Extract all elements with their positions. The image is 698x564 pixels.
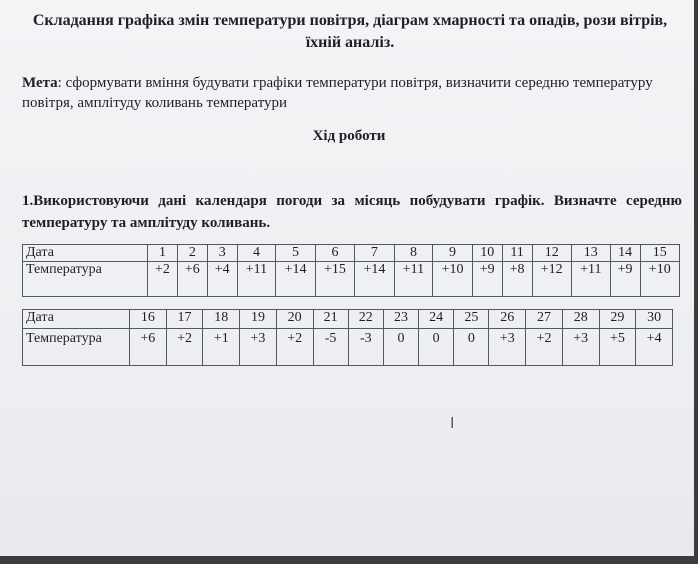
date-cell: 29 xyxy=(599,310,636,329)
date-cell: 23 xyxy=(383,310,418,329)
date-cell: 22 xyxy=(348,310,383,329)
temperature-cell: 0 xyxy=(454,329,489,366)
temperature-cell: -5 xyxy=(313,329,348,366)
temperature-cell: +15 xyxy=(315,262,354,297)
temperature-cell: +6 xyxy=(177,262,207,297)
temperature-row xyxy=(23,262,680,297)
date-cell: 12 xyxy=(532,245,571,262)
temperature-cell: +2 xyxy=(526,329,563,366)
temperature-cell: +1 xyxy=(203,329,240,366)
date-cell: 14 xyxy=(610,245,640,262)
temperature-cell: +8 xyxy=(502,262,532,297)
document-title: Складання графіка змін температури повітря, діаграм хмарності та опадів, рози вітрів, їхній аналіз. xyxy=(32,12,668,51)
date-cell: 3 xyxy=(207,245,237,262)
date-cell: 2 xyxy=(177,245,207,262)
temperature-cell: +12 xyxy=(532,262,571,297)
temperature-cell: +2 xyxy=(148,262,178,297)
goal-label: Мета xyxy=(22,75,58,91)
date-cell: 20 xyxy=(276,310,313,329)
temperature-row xyxy=(23,329,673,366)
date-cell: 24 xyxy=(419,310,454,329)
date-cell: 28 xyxy=(562,310,599,329)
temperature-cell: +10 xyxy=(433,262,472,297)
text-cursor-icon: I xyxy=(450,414,455,432)
date-cell: 11 xyxy=(502,245,532,262)
date-cell: 15 xyxy=(640,245,679,262)
date-cell: 8 xyxy=(394,245,433,262)
temperature-cell: +2 xyxy=(166,329,203,366)
weather-table-2 xyxy=(22,309,673,366)
date-cell: 1 xyxy=(148,245,178,262)
temperature-cell: +10 xyxy=(640,262,679,297)
task-paragraph: 1.Використовуючи дані календаря погоди за місяць побудувати графік. Визначте середню температуру та амплітуду коливань. xyxy=(22,193,682,231)
date-cell: 17 xyxy=(166,310,203,329)
temperature-cell: +2 xyxy=(276,329,313,366)
date-cell: 19 xyxy=(240,310,277,329)
date-row xyxy=(23,310,673,329)
date-cell: 30 xyxy=(636,310,673,329)
temperature-cell: -3 xyxy=(348,329,383,366)
progress-heading: Хід роботи xyxy=(312,128,386,144)
temperature-cell: +14 xyxy=(355,262,394,297)
temperature-cell: +5 xyxy=(599,329,636,366)
temperature-cell: +3 xyxy=(562,329,599,366)
temperature-cell: +9 xyxy=(472,262,502,297)
date-cell: 9 xyxy=(433,245,472,262)
temperature-cell: +14 xyxy=(276,262,315,297)
date-cell: 6 xyxy=(315,245,354,262)
weather-table-1 xyxy=(22,244,680,297)
temperature-cell: +4 xyxy=(636,329,673,366)
temperature-cell: +9 xyxy=(610,262,640,297)
temperature-cell: +11 xyxy=(237,262,276,297)
temperature-cell: 0 xyxy=(383,329,418,366)
date-label-cell: Дата xyxy=(23,310,130,329)
date-cell: 10 xyxy=(472,245,502,262)
temperature-cell: +3 xyxy=(240,329,277,366)
date-cell: 25 xyxy=(454,310,489,329)
temperature-cell: +4 xyxy=(207,262,237,297)
date-cell: 18 xyxy=(203,310,240,329)
date-cell: 21 xyxy=(313,310,348,329)
date-cell: 13 xyxy=(571,245,610,262)
date-label-cell: Дата xyxy=(23,245,148,262)
date-cell: 27 xyxy=(526,310,563,329)
temperature-cell: +3 xyxy=(489,329,526,366)
temperature-cell: 0 xyxy=(419,329,454,366)
date-cell: 16 xyxy=(130,310,167,329)
date-cell: 4 xyxy=(237,245,276,262)
date-row xyxy=(23,245,680,262)
temperature-cell: +6 xyxy=(130,329,167,366)
date-cell: 7 xyxy=(355,245,394,262)
date-cell: 26 xyxy=(489,310,526,329)
goal-text: : сформувати вміння будувати графіки температури повітря, визначити середню температуру повітря, амплітуду коливань температури xyxy=(22,75,653,111)
temperature-cell: +11 xyxy=(394,262,433,297)
goal-paragraph xyxy=(22,73,672,113)
temperature-label-cell: Температура xyxy=(23,329,130,366)
temperature-label-cell: Температура xyxy=(23,262,148,297)
date-cell: 5 xyxy=(276,245,315,262)
temperature-cell: +11 xyxy=(571,262,610,297)
